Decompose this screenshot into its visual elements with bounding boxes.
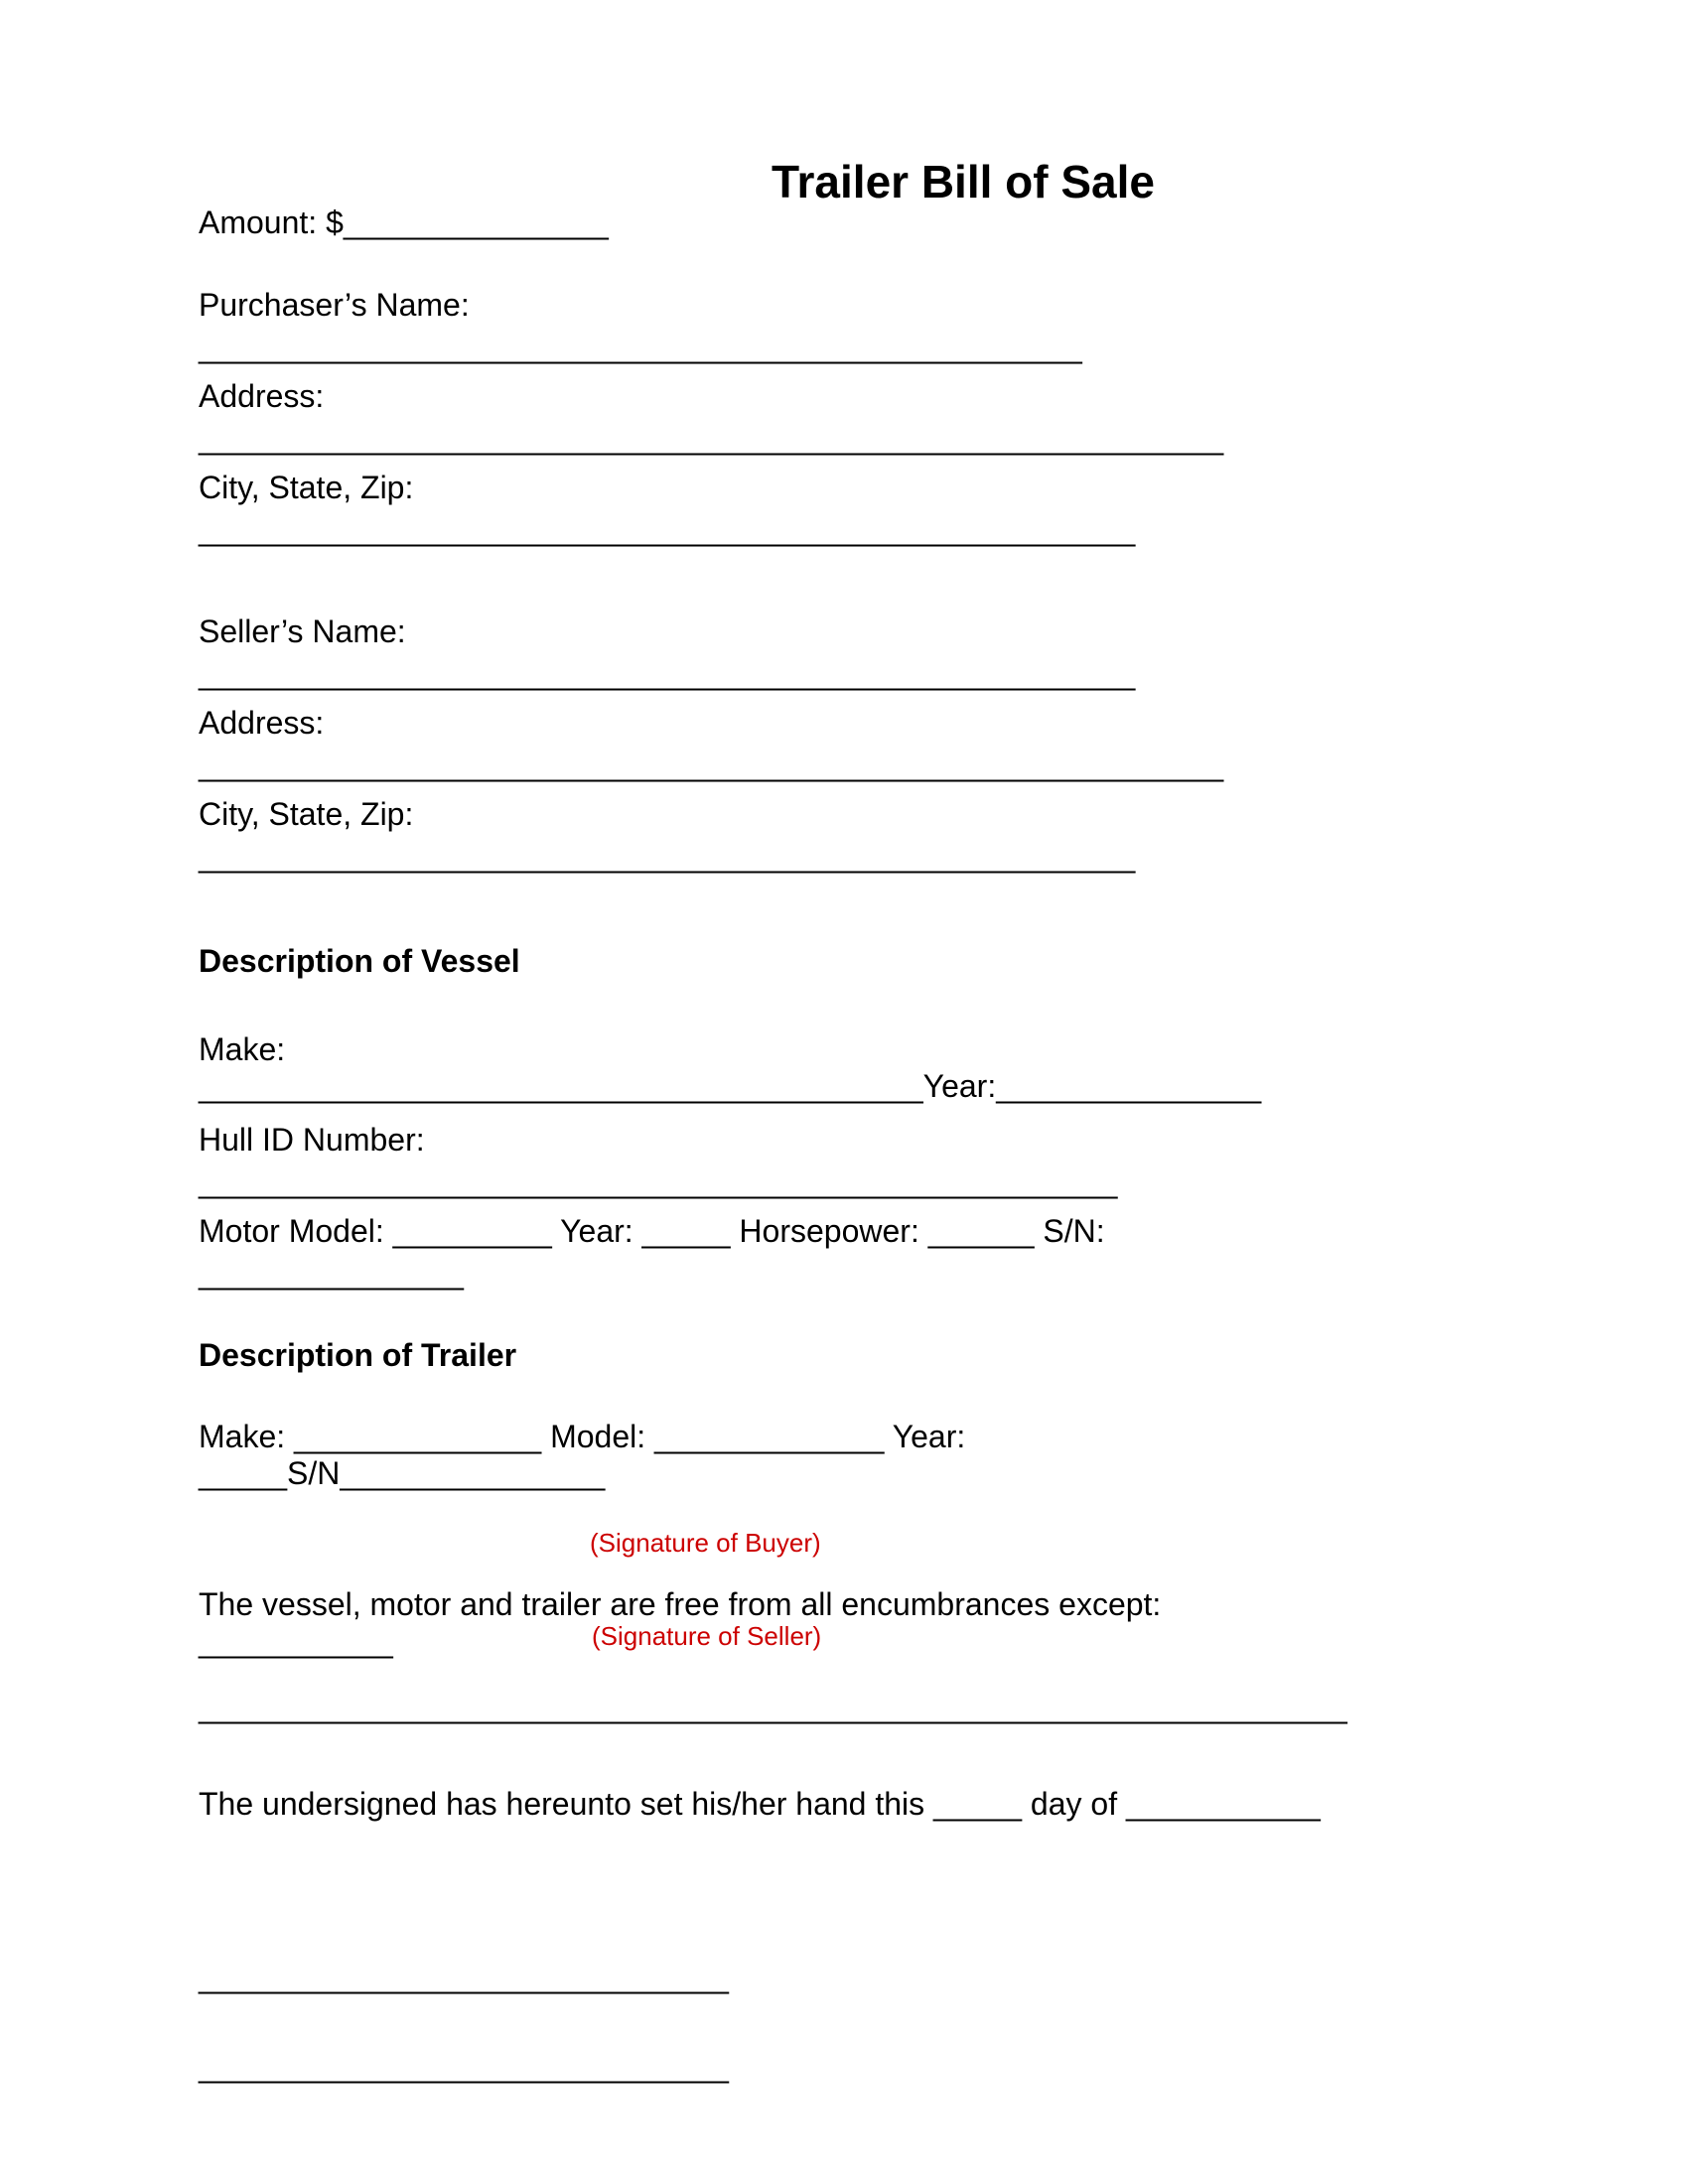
seller-address-line: __________________________________________________________ <box>199 747 1224 782</box>
seller-name-line: _____________________________________________________ <box>199 655 1136 691</box>
hull-id-line: ____________________________________________________ <box>199 1163 1118 1199</box>
trailer-heading: Description of Trailer <box>199 1337 517 1373</box>
trailer-make-model-line: Make: ______________ Model: _____________ Year: <box>199 1419 966 1454</box>
signature-line-1: ______________________________ <box>199 1959 729 1994</box>
amount-field: Amount: $_______________ <box>199 205 609 240</box>
trailer-sn-line: _____S/N_______________ <box>199 1455 606 1491</box>
purchaser-name-label: Purchaser’s Name: <box>199 287 470 323</box>
purchaser-address-label: Address: <box>199 378 325 414</box>
hull-id-label: Hull ID Number: <box>199 1122 425 1158</box>
motor-details-line: Motor Model: _________ Year: _____ Horsepower: ______ S/N: <box>199 1213 1105 1249</box>
encumbrances-long-line: _________________________________________________________________ <box>199 1689 1347 1724</box>
purchaser-city-label: City, State, Zip: <box>199 470 414 505</box>
purchaser-name-line: __________________________________________________ <box>199 329 1082 364</box>
seller-name-label: Seller’s Name: <box>199 614 406 649</box>
signature-of-seller-label: (Signature of Seller) <box>592 1621 822 1651</box>
document-title: Trailer Bill of Sale <box>771 156 1156 207</box>
purchaser-city-line: _____________________________________________________ <box>199 511 1136 547</box>
encumbrances-short-line: ___________ <box>199 1623 393 1659</box>
purchaser-address-line: __________________________________________________________ <box>199 420 1224 456</box>
seller-city-line: _____________________________________________________ <box>199 838 1136 874</box>
encumbrances-text: The vessel, motor and trailer are free from all encumbrances except: <box>199 1586 1162 1622</box>
motor-sn-line: _______________ <box>199 1255 464 1291</box>
signature-of-buyer-label: (Signature of Buyer) <box>590 1528 821 1558</box>
seller-city-label: City, State, Zip: <box>199 796 414 832</box>
seller-address-label: Address: <box>199 705 325 741</box>
signature-line-2: ______________________________ <box>199 2048 729 2084</box>
vessel-make-label: Make: <box>199 1031 286 1067</box>
vessel-make-year-line: _________________________________________Year:_______________ <box>199 1068 1262 1104</box>
undersigned-text: The undersigned has hereunto set his/her hand this _____ day of ___________ <box>199 1786 1321 1822</box>
vessel-heading: Description of Vessel <box>199 943 520 979</box>
